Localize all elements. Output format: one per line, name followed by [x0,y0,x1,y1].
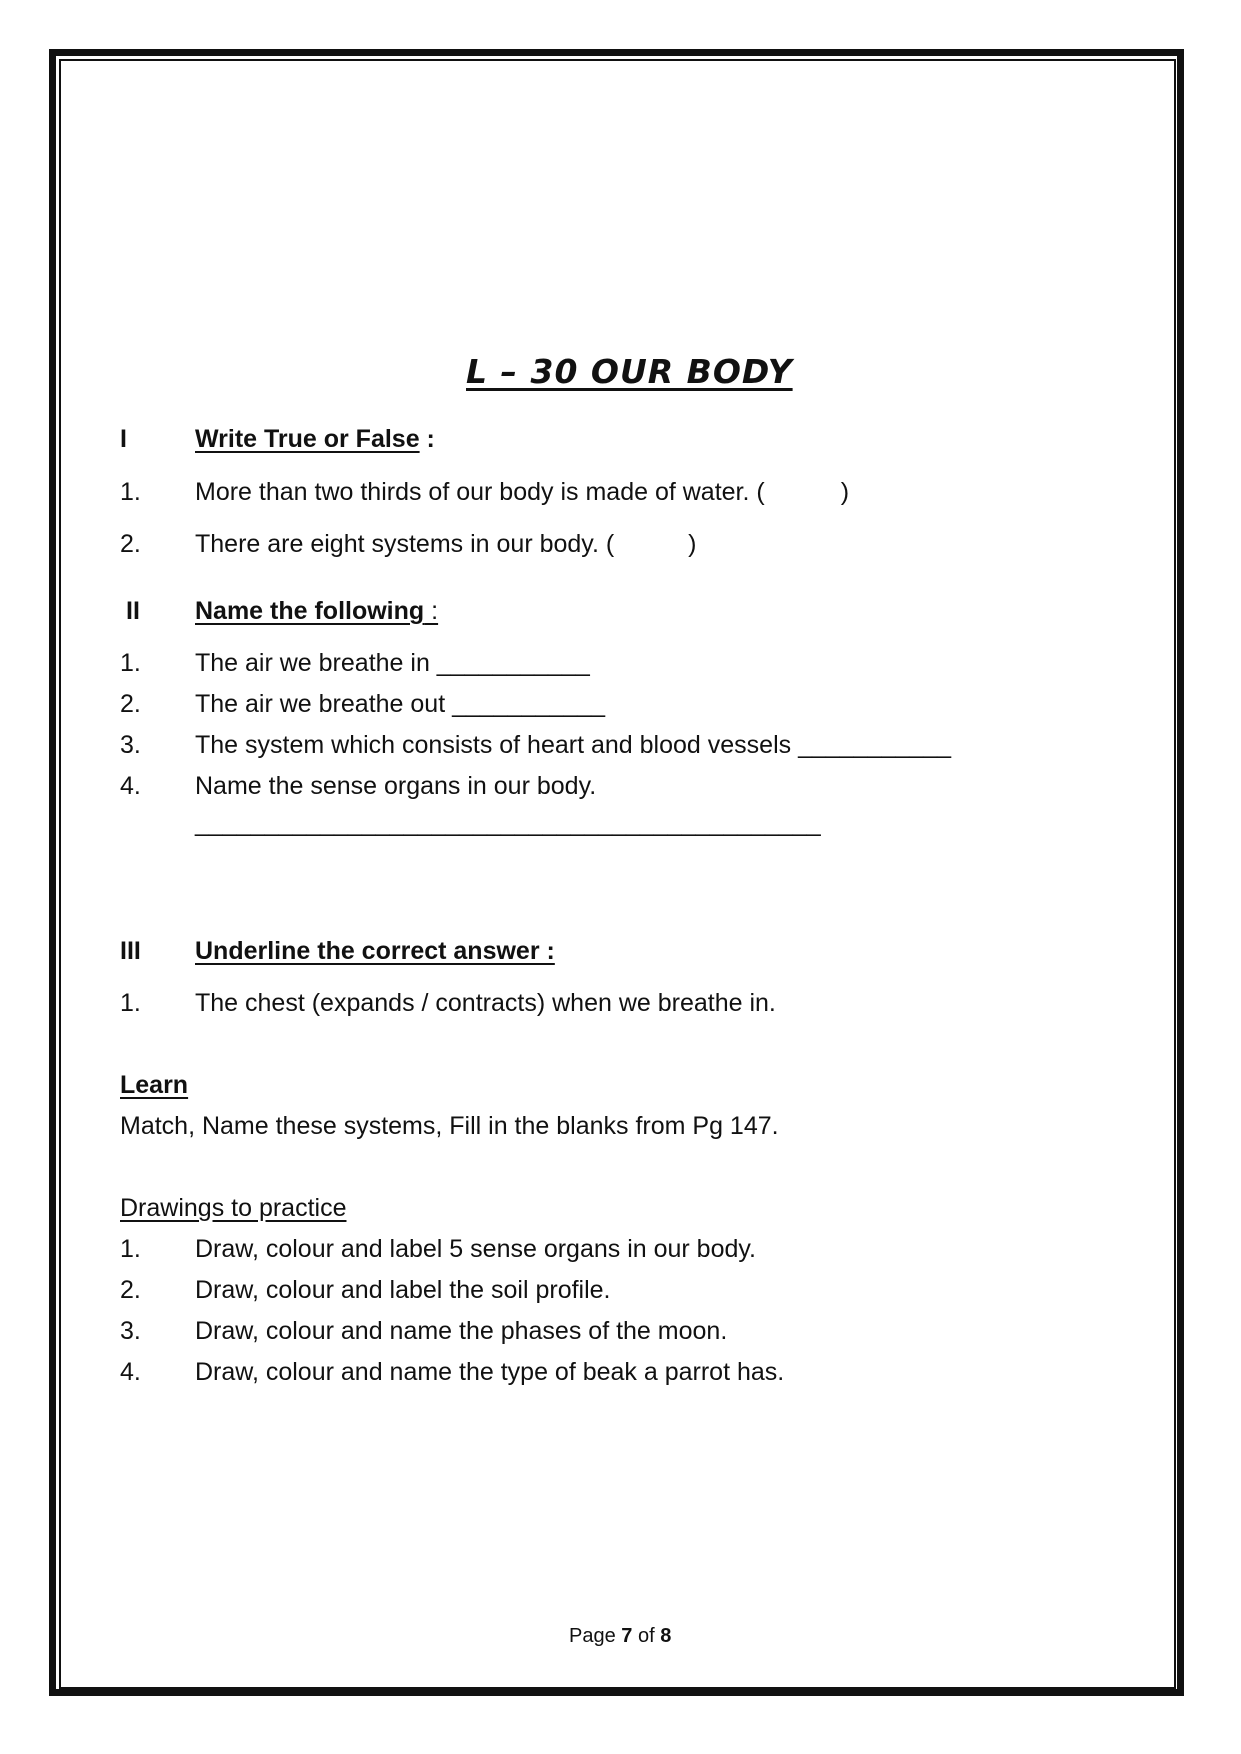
s1-item-2-number: 2. [120,530,141,558]
drawing-item-3-text: Draw, colour and name the phases of the moon. [195,1317,728,1345]
drawing-item-4-number: 4. [120,1358,141,1386]
s2-item-1-text: The air we breathe in ___________ [195,649,590,677]
section-1-numeral: I [120,425,127,453]
s1-item-1-close-paren: ) [840,478,850,506]
drawings-heading: Drawings to practice [120,1194,347,1222]
section-2-heading [195,596,438,626]
footer-of: of [637,1625,655,1647]
s3-item-1-text: The chest (expands / contracts) when we breathe in. [195,989,776,1017]
s2-item-3-text: The system which consists of heart and blood vessels ___________ [195,731,952,759]
footer-current-page: 7 [621,1625,633,1647]
page-footer [569,1625,671,1648]
s1-item-2-close-paren: ) [688,530,697,558]
drawing-item-1-number: 1. [120,1235,141,1263]
s1-item-1-number: 1. [120,478,141,506]
s1-item-2 [195,529,697,559]
s2-item-2-number: 2. [120,690,141,718]
s1-item-1-text: More than two thirds of our body is made of water. ( [195,478,765,506]
footer-total-pages: 8 [660,1625,672,1647]
section-3-numeral: III [120,937,141,965]
s1-item-1 [195,477,849,507]
footer-prefix: Page [569,1625,616,1647]
section-2-heading-text: Name the following [195,597,425,625]
page-title: L – 30 OUR BODY [466,352,793,391]
section-1-heading-colon: : [419,425,435,453]
s3-item-1-number: 1. [120,989,141,1017]
section-3-heading: Underline the correct answer : [195,937,555,965]
section-2-numeral: II [126,597,140,625]
s2-item-4-number: 4. [120,772,141,800]
drawing-item-2-number: 2. [120,1276,141,1304]
s1-item-2-text: There are eight systems in our body. ( [195,530,615,558]
drawing-item-3-number: 3. [120,1317,141,1345]
drawing-item-2-text: Draw, colour and label the soil profile. [195,1276,611,1304]
s2-item-3-number: 3. [120,731,141,759]
s2-item-1-number: 1. [120,649,141,677]
drawing-item-4-text: Draw, colour and name the type of beak a parrot has. [195,1358,785,1386]
s2-item-4-answer-line[interactable]: _____________________________________________ [195,809,821,837]
section-1-heading [195,424,435,454]
learn-heading: Learn [120,1071,189,1099]
page-border-inner [59,59,1176,1689]
learn-text: Match, Name these systems, Fill in the blanks from Pg 147. [120,1112,779,1140]
s2-item-2-text: The air we breathe out ___________ [195,690,606,718]
section-2-heading-colon: : [424,597,439,625]
s2-item-4-text: Name the sense organs in our body. [195,772,597,800]
drawing-item-1-text: Draw, colour and label 5 sense organs in our body. [195,1235,756,1263]
section-1-heading-text: Write True or False [195,425,420,453]
